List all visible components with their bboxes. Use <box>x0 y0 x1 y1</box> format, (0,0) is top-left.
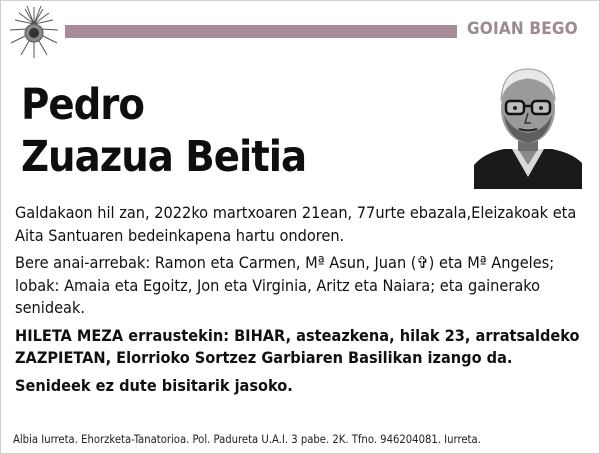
funeral-details: HILETA MEZA erraustekin: BIHAR, asteazkena, hilak 23, arratsaldeko ZAZPIETAN, Elorrioko Sortzez Garbiaren Basilikan izango da. <box>15 325 580 367</box>
deceased-name <box>21 79 306 183</box>
death-announcement: Galdakaon hil zan, 2022ko martxoaren 21ean, 77urte ebazala,Eleizakoak eta Aita Santuaren bedeinkapena hartu ondoren. <box>15 203 577 245</box>
surnames: Zuazua Beitia <box>21 132 307 182</box>
header-bar <box>65 25 457 38</box>
thistle-flower-icon <box>5 3 63 61</box>
header-town: GOIAN BEGO <box>467 19 578 39</box>
visitation-note: Senideek ez dute bisitarik jasoko. <box>15 375 293 395</box>
portrait-photo <box>474 65 582 189</box>
family-list: Bere anai-arrebak: Ramon eta Carmen, Mª Asun, Juan (✞) eta Mª Angeles; lobak: Amaia eta Egoitz, Jon eta Virginia, Aritz eta Naiara; eta gainerako senideak. <box>15 253 555 317</box>
first-name: Pedro <box>21 80 144 130</box>
notice-body <box>15 202 587 402</box>
funeral-home-footer: Albia Iurreta. Ehorzketa-Tanatorioa. Pol. Padureta U.A.I. 3 pabe. 2K. Tfno. 946204081. Iurreta. <box>13 433 481 446</box>
